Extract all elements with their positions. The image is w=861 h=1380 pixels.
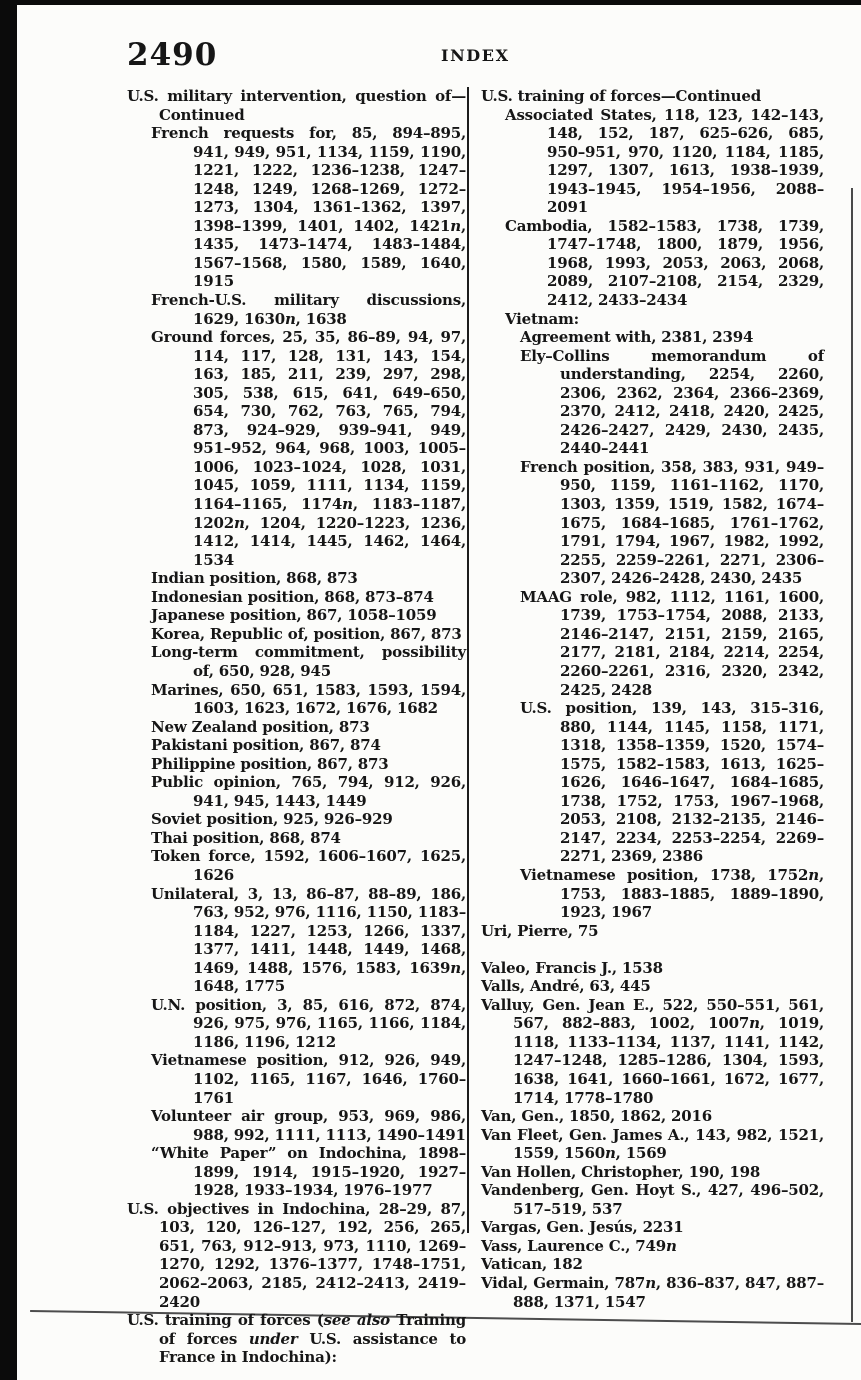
footnote-letter: n bbox=[666, 1236, 677, 1255]
index-entry: U.S. training of forces—Continued bbox=[481, 87, 762, 105]
index-entry: Vatican, 182 bbox=[481, 1255, 583, 1274]
index-entry: Van, Gen., 1850, 1862, 2016 bbox=[481, 1107, 712, 1126]
index-entry: Valeo, Francis J., 1538 bbox=[481, 958, 663, 977]
page-title: INDEX bbox=[441, 46, 510, 65]
index-entry: Philippine position, 867, 873 bbox=[151, 754, 389, 773]
footnote-letter: n bbox=[450, 216, 461, 235]
scan-edge-top bbox=[0, 0, 861, 5]
index-entry: Cambodia, 1582–1583, 1738, 1739, 1747–1748, 1800, 1879, 1956, 1968, 1993, 2053, 2063, 2068, 2089, 2107–2108, 2154, 2329, 2412, 2433–2434 bbox=[505, 216, 824, 310]
index-entry: U.N. position, 3, 85, 616, 872, 874, 926, 975, 976, 1165, 1166, 1184, 1186, 1196, 1212 bbox=[151, 995, 466, 1051]
index-entry: Associated States, 118, 123, 142–143, 148, 152, 187, 625–626, 685, 950–951, 970, 1120, 1184, 1185, 1297, 1307, 1613, 1938–1939, 1943–1945, 1954–1956, 2088–2091 bbox=[505, 105, 824, 217]
index-entry: Long-term commitment, possibility of, 650, 928, 945 bbox=[151, 643, 466, 680]
footnote-letter: n bbox=[808, 865, 819, 884]
index-entry: New Zealand position, 873 bbox=[151, 717, 370, 736]
index-entry: French position, 358, 383, 931, 949–950, 1159, 1161–1162, 1170, 1303, 1359, 1519, 1582, 1674–1675, 1684–1685, 1761–1762, 1791, 1794, 1967, 1982, 1992, 2255, 2259–2261, 2271, 2306–2307, 2426–2428, 2430, 2435 bbox=[520, 457, 824, 588]
index-entry: Unilateral, 3, 13, 86–87, 88–89, 186, 763, 952, 976, 1116, 1150, 1183–1184, 1227, 1253, 1266, 1337, 1377, 1411, 1448, 1449, 1468, 1469, 1488, 1576, 1583, 1639n, 1648, 1775 bbox=[151, 884, 466, 996]
index-entry: Van Fleet, Gen. James A., 143, 982, 1521, 1559, 1560n, 1569 bbox=[481, 1125, 824, 1163]
index-entry: French-U.S. military discussions, 1629, 1630n, 1638 bbox=[151, 291, 466, 328]
index-entry: U.S. training of forces (see also Training of forces under U.S. assistance to France in Indochina): bbox=[127, 1311, 466, 1367]
index-entry: Korea, Republic of, position, 867, 873 bbox=[151, 624, 462, 643]
index-entry: Public opinion, 765, 794, 912, 926, 941, 945, 1443, 1449 bbox=[151, 773, 466, 810]
index-entry: Uri, Pierre, 75 bbox=[481, 921, 599, 940]
index-entry: Vietnam: bbox=[505, 309, 579, 328]
index-entry: Van Hollen, Christopher, 190, 198 bbox=[481, 1162, 761, 1181]
index-entry: Indonesian position, 868, 873–874 bbox=[151, 587, 434, 606]
index-left-column bbox=[127, 87, 466, 1367]
footnote-letter: see also bbox=[323, 1311, 390, 1330]
footnote-letter: n bbox=[604, 1144, 616, 1163]
index-entry: Vargas, Gen. Jesús, 2231 bbox=[481, 1218, 684, 1237]
index-entry: Ground forces, 25, 35, 86–89, 94, 97, 114, 117, 128, 131, 143, 154, 163, 185, 211, 239, 297, 298, 305, 538, 615, 641, 649–650, 654, 730, 762, 763, 765, 794, 873, 924–929, 939–941, 949, 951–952, 964, 968, 1003, 1005–1006, 1023–1024, 1028, 1031, 1045, 1059, 1111, 1134, 1159, 1164–1165, 1174n, 1183–1187, 1202n, 1204, 1220–1223, 1236, 1412, 1414, 1445, 1462, 1464, 1534 bbox=[151, 328, 466, 569]
index-entry: “White Paper” on Indochina, 1898–1899, 1914, 1915–1920, 1927–1928, 1933–1934, 1976–1977 bbox=[151, 1144, 466, 1200]
scan-edge-left bbox=[0, 0, 17, 1380]
footnote-letter: n bbox=[342, 495, 353, 514]
index-entry: Marines, 650, 651, 1583, 1593, 1594, 1603, 1623, 1672, 1676, 1682 bbox=[151, 680, 466, 718]
index-entry: Vietnamese position, 1738, 1752n, 1753, 1883–1885, 1889–1890, 1923, 1967 bbox=[520, 865, 824, 922]
index-entry: Vandenberg, Gen. Hoyt S., 427, 496–502, 517–519, 537 bbox=[481, 1181, 824, 1218]
index-entry: Agreement with, 2381, 2394 bbox=[520, 328, 754, 347]
index-entry: Pakistani position, 867, 874 bbox=[151, 736, 381, 755]
column-divider-rule bbox=[467, 87, 469, 1233]
index-entry: Volunteer air group, 953, 969, 986, 988, 992, 1111, 1113, 1490–1491 bbox=[151, 1107, 466, 1144]
index-entry: MAAG role, 982, 1112, 1161, 1600, 1739, 1753–1754, 2088, 2133, 2146–2147, 2151, 2159, 2165, 2177, 2181, 2184, 2214, 2254, 2260–2261, 2316, 2320, 2342, 2425, 2428 bbox=[520, 587, 824, 699]
footnote-letter: n bbox=[284, 309, 296, 328]
index-entry: Indian position, 868, 873 bbox=[151, 569, 358, 588]
index-entry: U.S. objectives in Indochina, 28–29, 87, 103, 120, 126–127, 192, 256, 265, 651, 763, 912–913, 973, 1110, 1269–1270, 1292, 1376–1377, 1748–1751, 2062–2063, 2185, 2412–2413, 2419–2420 bbox=[127, 1199, 466, 1311]
index-entry: Ely–Collins memorandum of understanding, 2254, 2260, 2306, 2362, 2364, 2366–2369, 2370, 2412, 2418, 2420, 2425, 2426–2427, 2429, 2430, 2435, 2440–2441 bbox=[520, 346, 824, 458]
index-entry: Vietnamese position, 912, 926, 949, 1102, 1165, 1167, 1646, 1760–1761 bbox=[151, 1051, 466, 1107]
index-entry: Valls, André, 63, 445 bbox=[481, 977, 651, 996]
index-entry: U.S. position, 139, 143, 315–316, 880, 1144, 1145, 1158, 1171, 1318, 1358–1359, 1520, 1574–1575, 1582–1583, 1613, 1625–1626, 1646–1647, 1684–1685, 1738, 1752, 1753, 1967–1968, 2053, 2108, 2132–2135, 2146–2147, 2234, 2253–2254, 2269–2271, 2369, 2386 bbox=[520, 699, 824, 866]
index-entry: U.S. military intervention, question of—Continued bbox=[127, 87, 466, 124]
index-entry: Vidal, Germain, 787n, 836–837, 847, 887–888, 1371, 1547 bbox=[481, 1274, 824, 1311]
footnote-letter: n bbox=[233, 513, 245, 532]
footnote-letter: n bbox=[645, 1274, 656, 1292]
index-entry: Thai position, 868, 874 bbox=[151, 828, 341, 847]
index-entry: French requests for, 85, 894–895, 941, 949, 951, 1134, 1159, 1190, 1221, 1222, 1236–1238, 1247–1248, 1249, 1268–1269, 1272–1273, 1304, 1361–1362, 1397, 1398–1399, 1401, 1402, 1421n, 1435, 1473–1474, 1483–1484, 1567–1568, 1580, 1589, 1640, 1915 bbox=[151, 124, 466, 291]
index-entry: Token force, 1592, 1606–1607, 1625, 1626 bbox=[151, 847, 466, 884]
index-entry: Valluy, Gen. Jean E., 522, 550–551, 561, 567, 882–883, 1002, 1007n, 1019, 1118, 1133–1134, 1137, 1141, 1142, 1247–1248, 1285–1286, 1304, 1593, 1638, 1641, 1660–1661, 1672, 1677, 1714, 1778–1780 bbox=[481, 995, 824, 1107]
index-entry: Soviet position, 925, 926–929 bbox=[151, 810, 393, 829]
index-right-column bbox=[481, 87, 824, 1311]
index-entry: Japanese position, 867, 1058–1059 bbox=[151, 606, 437, 625]
footnote-letter: n bbox=[749, 1014, 760, 1033]
index-entry: Vass, Laurence C., 749n bbox=[481, 1236, 677, 1255]
footnote-letter: n bbox=[450, 958, 461, 977]
footnote-letter: under bbox=[248, 1329, 298, 1348]
scan-right-line bbox=[851, 188, 853, 1322]
page-number: 2490 bbox=[127, 37, 218, 73]
